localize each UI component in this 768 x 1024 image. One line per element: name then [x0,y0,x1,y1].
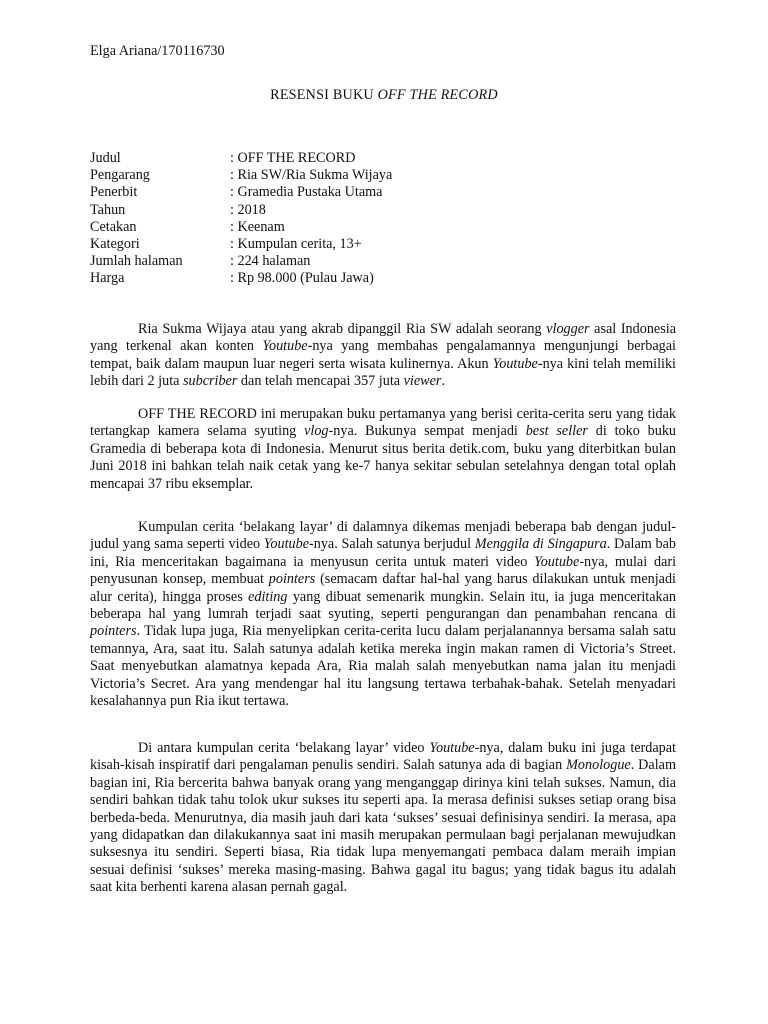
text-run: . [441,373,445,390]
meta-value: : Gramedia Pustaka Utama [230,184,383,201]
meta-row-harga [90,270,392,287]
paragraph-behind-the-scenes [90,519,676,710]
text-run: -nya yang membahas pengalamannya mengunjungi berbagai tempat, baik dalam maupun luar negeri serta wisata kulinernya. Akun [90,338,676,372]
meta-label: Penerbit [90,184,138,201]
meta-value: : OFF THE RECORD [230,150,356,166]
italic-run: pointers [90,623,137,640]
text-run: -nya. Salah satunya berjudul [309,536,475,553]
meta-row-jumlah-halaman [90,253,392,270]
book-metadata [90,150,392,288]
meta-value: : 2018 [230,201,266,218]
meta-value: : Ria SW/Ria Sukma Wijaya [230,167,393,184]
meta-label: Cetakan [90,218,137,235]
meta-value: : Keenam [230,218,285,235]
text-run: -nya. Bukunya sempat menjadi [328,423,526,440]
text-run: -nya, dalam buku ini juga terdapat kisah-kisah inspiratif dari pengalaman penulis sendiri. Salah satunya ada di bagian [90,740,677,774]
meta-row-penerbit [90,184,392,201]
meta-label: Kategori [90,236,140,253]
page-title [0,87,768,104]
meta-value: : Kumpulan cerita, 13+ [230,236,362,253]
italic-run: Youtube [534,553,580,570]
italic-run: viewer [403,373,442,390]
text-run: dan telah mencapai 357 juta [237,373,404,390]
author-line: Elga Ariana/170116730 [90,43,225,59]
title-prefix: RESENSI BUKU [270,87,378,103]
italic-run: vlogger [546,321,590,337]
text-run: di toko buku Gramedia di beberapa kota di Indonesia. Menurut situs berita detik.com, buku yang diterbitkan bulan Juni 2018 ini bahkan telah naik cetak yang ke-7 hanya sekitar sebulan setelahnya dengan total oplah mencapai 37 ribu eksemplar. [90,423,677,492]
text-run: Kumpulan cerita ‘belakang layar’ di dalamnya dikemas menjadi beberapa bab dengan judul-judul yang sama seperti video [90,519,676,553]
text-run: yang dibuat semenarik mungkin. Selain itu, ia juga menceritakan beberapa hal yang lumrah terjadi saat syuting, seperti pengurangan dan penambahan rencana di [90,588,676,623]
meta-row-cetakan [90,219,392,236]
italic-run: Monologue [566,757,631,774]
meta-row-pengarang [90,167,392,184]
meta-value: : 224 halaman [230,253,311,270]
meta-row-judul [90,150,392,167]
italic-run: pointers [268,571,316,588]
italic-run: editing [248,588,288,605]
text-run: . Tidak lupa juga, Ria menyelipkan cerita-cerita lucu dalam perjalanannya bersama salah satu temannya, Ara, saat itu. Salah satunya adalah ketika mereka ingin makan ramen di Victoria’s Street. Saat menyebutkan alamatnya kepada Ara, Ria malah salah menyebutkan nama jalan itu menjadi Victoria’s Secret. Ara yang mendengar hal itu langsung tertawa terbahak-bahak. Setelah menyadari kesalahannya pun Ria ikut tertawa. [90,623,676,710]
paragraph-author-intro [90,321,676,391]
italic-run: Youtube [263,536,309,553]
italic-run: Menggila di Singapura [474,536,607,553]
meta-label: Pengarang [90,167,150,184]
text-run: . Dalam bab ini, Ria menceritakan bagaimana ia menyusun cerita untuk materi video [90,536,676,570]
meta-label: Jumlah halaman [90,253,183,270]
italic-run: best seller [525,423,588,440]
italic-run: vlog [304,423,329,440]
paragraph-book-overview [90,406,676,493]
text-run: (semacam daftar hal-hal yang harus dilakukan untuk menjadi alur cerita), hingga proses [90,571,677,605]
italic-run: Youtube [492,355,538,372]
meta-label: Tahun [90,201,126,218]
text-run: OFF THE RECORD ini merupakan buku pertamanya yang berisi cerita-cerita seru yang tidak tertangkap kamera selama syuting [90,406,676,440]
meta-label: Judul [90,150,121,166]
text-run: Di antara kumpulan cerita ‘belakang layar’ video [138,740,430,756]
text-run: Ria Sukma Wijaya atau yang akrab dipanggil Ria SW adalah seorang [138,321,547,337]
meta-value: : Rp 98.000 (Pulau Jawa) [230,270,374,287]
text-run: -nya, mulai dari penyusunan konsep, membuat [90,553,677,588]
meta-label: Harga [90,270,125,287]
meta-row-kategori [90,236,392,253]
meta-row-tahun [90,202,392,219]
text-run: asal Indonesia yang terkenal akan konten [90,321,676,355]
italic-run: Youtube [262,338,308,355]
text-run: -nya kini telah memiliki lebih dari 2 juta [90,355,676,390]
paragraph-inspirational-stories [90,740,676,897]
title-book-name: OFF THE RECORD [377,87,498,103]
italic-run: Youtube [429,740,475,756]
text-run: . Dalam bagian ini, Ria bercerita bahwa banyak orang yang menganggap dirinya kini telah sukses. Namun, dia sendiri bahkan tidak tahu tolok ukur sukses itu seperti apa. Ia merasa definisi sukses setiap orang bisa berbeda-beda. Menurutnya, dia masih jauh dari kata ‘sukses’ sesuai definisinya sendiri. Ia merasa, apa yang didapatkan dan dilakukannya saat ini masih merupakan permulaan bagi perjalanan mewujudkan suksesnya itu sendiri. Seperti biasa, Ria tidak lupa menyemangati pembaca dalam meraih impian sesuai definisi ‘sukses’ mereka masing-masing. Bahwa gagal itu bagus; yang tidak bagus itu adalah saat kita berhenti karena alasan pernah gagal. [90,757,677,896]
italic-run: subcriber [182,373,238,390]
